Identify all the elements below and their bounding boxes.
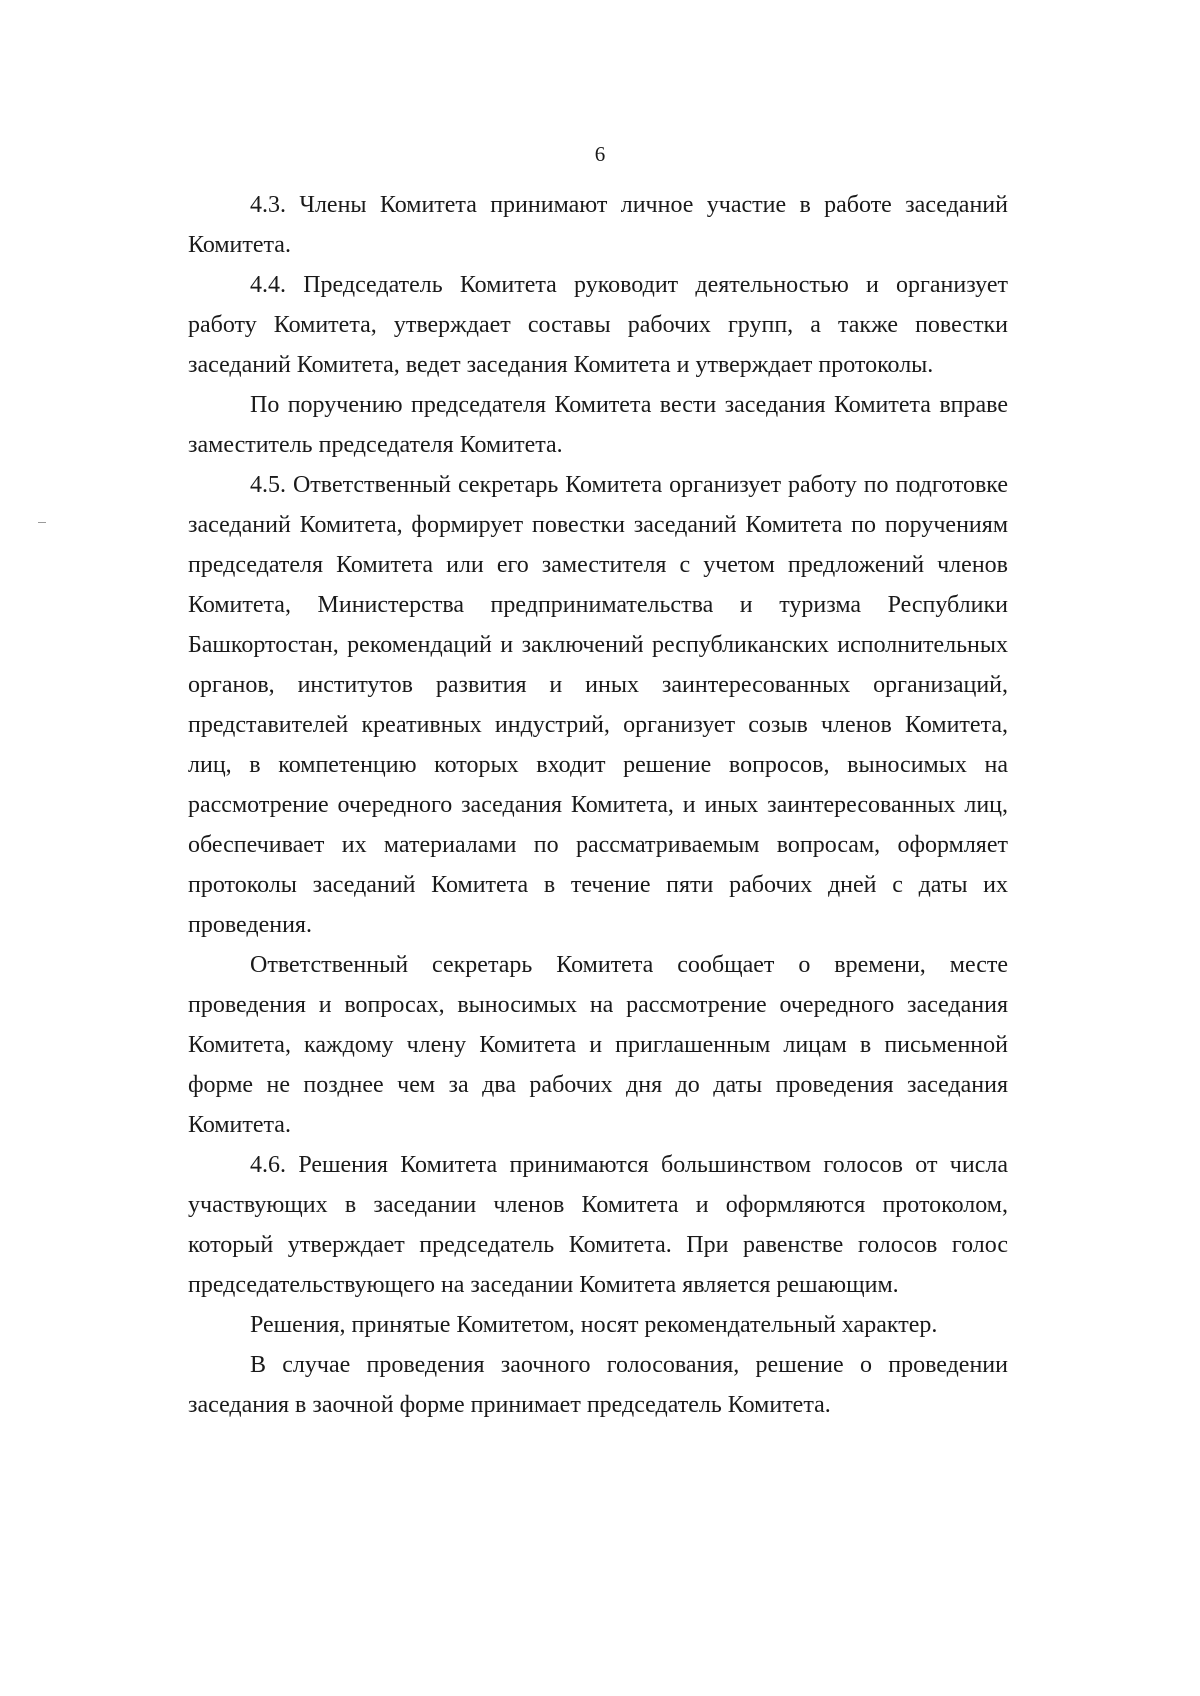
paragraph-recommendations: Решения, принятые Комитетом, носят рекомендательный характер. — [250, 1312, 938, 1338]
paragraph-4-4: 4.4. Председатель Комитета руководит деятельностью и организует работу Комитета, утверждает составы рабочих групп, а также повестки заседаний Комитета, ведет заседания Комитета и утверждает протоколы. — [188, 272, 1008, 378]
paragraph-4-6: 4.6. Решения Комитета принимаются большинством голосов от числа участвующих в заседании членов Комитета и оформляются протоколом, который утверждает председатель Комитета. При равенстве голосов голос председательствующего на заседании Комитета является решающим. — [188, 1152, 1008, 1298]
page-number: 6 — [594, 142, 606, 166]
scan-mark — [38, 522, 46, 523]
paragraph-secretary-notice: Ответственный секретарь Комитета сообщает о времени, месте проведения и вопросах, выносимых на рассмотрение очередного заседания Комитета, каждому члену Комитета и приглашенным лицам в письменной форме не позднее чем за два рабочих дня до даты проведения заседания Комитета. — [188, 952, 1008, 1138]
paragraph-4-5: 4.5. Ответственный секретарь Комитета организует работу по подготовке заседаний Комитета, формирует повестки заседаний Комитета по поручениям председателя Комитета или его заместителя с учетом предложений членов Комитета, Министерства предпринимательства и туризма Республики Башкортостан, рекомендаций и заключений республиканских исполнительных органов, институтов развития и иных заинтересованных организаций, представителей креативных индустрий, организует созыв членов Комитета, лиц, в компетенцию которых входит решение вопросов, выносимых на рассмотрение очередного заседания Комитета, и иных заинтересованных лиц, обеспечивает их материалами по рассматриваемым вопросам, оформляет протоколы заседаний Комитета в течение пяти рабочих дней с даты их проведения. — [188, 472, 1008, 938]
paragraph-deputy-chair: По поручению председателя Комитета вести заседания Комитета вправе заместитель председателя Комитета. — [188, 392, 1008, 458]
paragraph-absentee-voting: В случае проведения заочного голосования, решение о проведении заседания в заочной форме принимает председатель Комитета. — [188, 1352, 1008, 1418]
document-body — [188, 185, 1008, 1425]
paragraph-4-3: 4.3. Члены Комитета принимают личное участие в работе заседаний Комитета. — [188, 192, 1008, 258]
